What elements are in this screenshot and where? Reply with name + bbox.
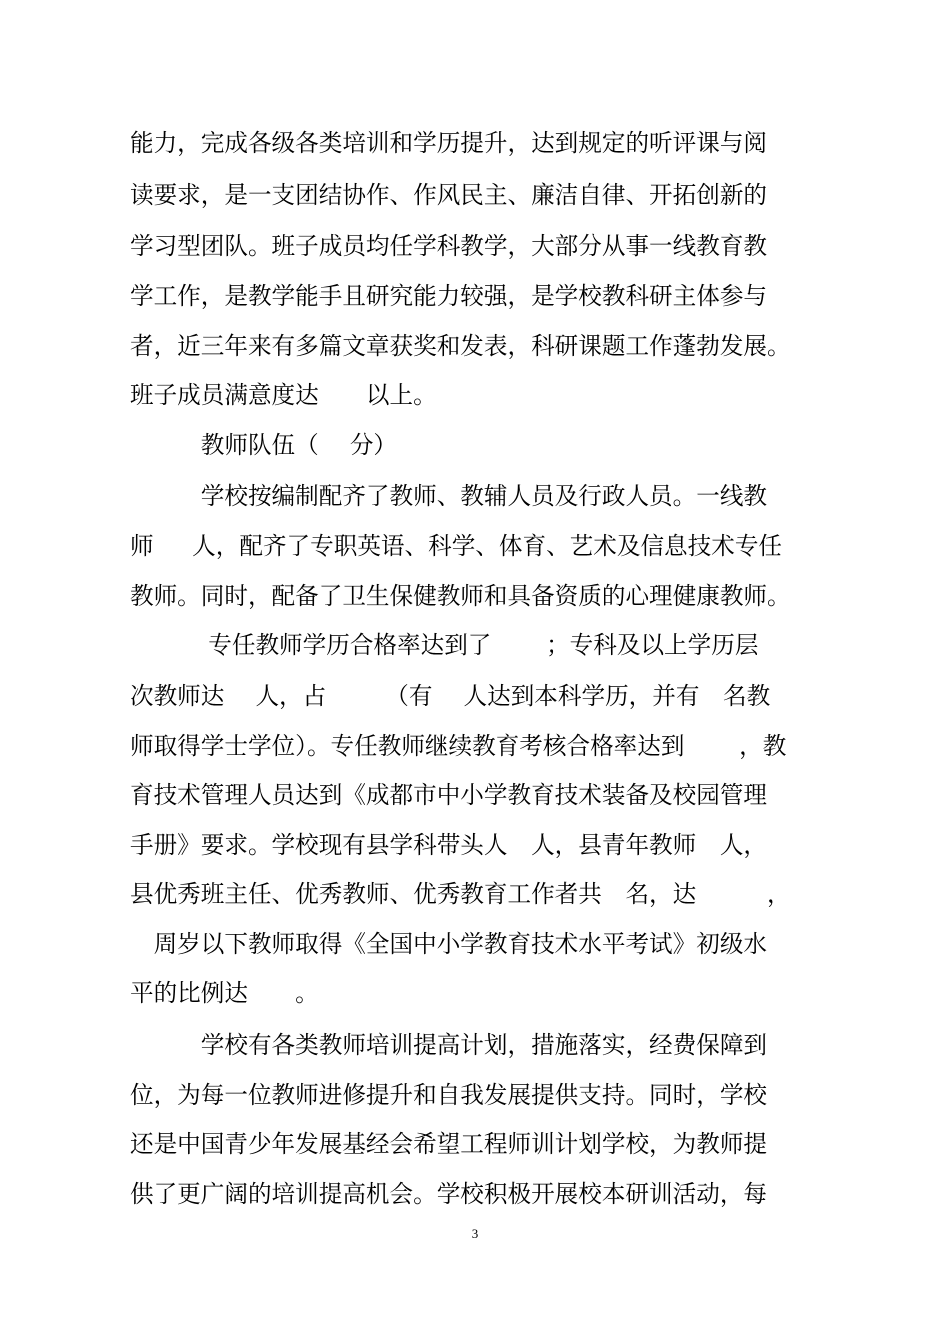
text-line: 师取得学士学位）。专任教师继续教育考核合格率达到 ，教 bbox=[130, 732, 787, 760]
text-line: 读要求，是一支团结协作、作风民主、廉洁自律、开拓创新的 bbox=[130, 181, 768, 209]
text-line: 次教师达 人，占 （有 人达到本科学历，并有 名教 bbox=[130, 682, 771, 710]
text-line: 手册》要求。学校现有县学科带头人 人，县青年教师 人， bbox=[130, 831, 768, 859]
text-line: 学校按编制配齐了教师、教辅人员及行政人员。一线教 bbox=[130, 482, 768, 510]
text-line: 位，为每一位教师进修提升和自我发展提供支持。同时，学校 bbox=[130, 1081, 768, 1109]
text-line: 班子成员满意度达 以上。 bbox=[130, 381, 437, 409]
text-line: 者，近三年来有多篇文章获奖和发表，科研课题工作蓬勃发展。 bbox=[130, 332, 791, 360]
text-line: 供了更广阔的培训提高机会。学校积极开展校本研训活动，每 bbox=[130, 1180, 768, 1208]
text-line: 教师。同时，配备了卫生保健教师和具备资质的心理健康教师。 bbox=[130, 582, 791, 610]
text-line: 还是中国青少年发展基经会希望工程师训计划学校，为教师提 bbox=[130, 1130, 768, 1158]
text-line: 平的比例达 。 bbox=[130, 979, 319, 1007]
text-line: 县优秀班主任、优秀教师、优秀教育工作者共 名，达 ， bbox=[130, 880, 791, 908]
text-line: 能力，完成各级各类培训和学历提升，达到规定的听评课与阅 bbox=[130, 129, 768, 157]
text-line: 专任教师学历合格率达到了 ；专科及以上学历层 bbox=[130, 631, 759, 659]
page-number: 3 bbox=[471, 1226, 479, 1241]
text-line: 师 人，配齐了专职英语、科学、体育、艺术及信息技术专任 bbox=[130, 532, 783, 560]
text-line: 育技术管理人员达到《成都市中小学教育技术装备及校园管理 bbox=[130, 781, 768, 809]
text-line: 周岁以下教师取得《全国中小学教育技术水平考试》初级水 bbox=[130, 930, 768, 958]
text-line: 学工作，是教学能手且研究能力较强，是学校教科研主体参与 bbox=[130, 282, 768, 310]
section-heading: 教师队伍（ 分） bbox=[130, 431, 398, 459]
text-line: 学校有各类教师培训提高计划，措施落实，经费保障到 bbox=[130, 1031, 768, 1059]
text-line: 学习型团队。班子成员均任学科教学，大部分从事一线教育教 bbox=[130, 232, 768, 260]
